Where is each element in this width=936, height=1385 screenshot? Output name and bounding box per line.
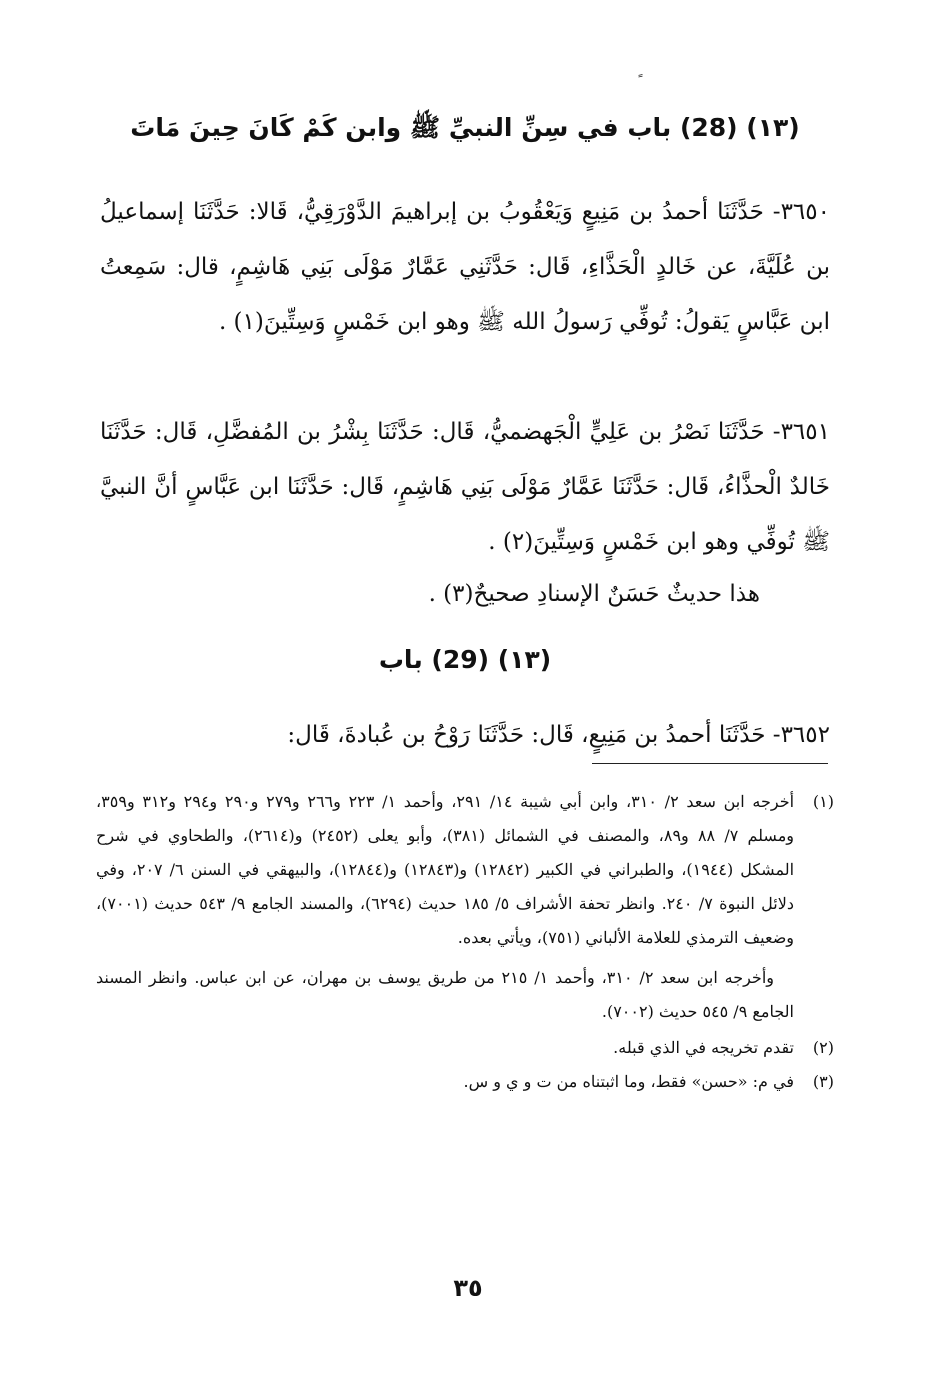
footnote-1-text: أخرجه ابن سعد ٢/ ٣١٠، وابن أبي شيبة ١٤/ ٢٩١، وأحمد ١/ ٢٢٣ و٢٦٦ و٢٧٩ و٢٩٠ و٢٩٤ و٣١٢ و٣٥٩، ومسلم ٧/ ٨٨ و٨٩، والمصنف في الشمائل (٣٨١)، وأبو يعلى (٢٤٥٢) و(٢٦١٤)، والطحاوي في شرح المشكل (١٩٤٤)، والطبراني في الكبير (١٢٨٤٢) و(١٢٨٤٣) و(١٢٨٤٤)، والبيهقي في السنن ٦/ ٢٠٧، وفي دلائل النبوة ٧/ ٢٤٠. وانظر تحفة الأشراف ٥/ ١٨٥ حديث (٦٢٩٤)، والمسند الجامع ٩/ ٥٤٣ حديث (٧٠٠١)، وضعيف الترمذي للعلامة الألباني (٧٥١)، ويأتي بعده. [96,792,795,947]
footnote-1-continuation: وأخرجه ابن سعد ٢/ ٣١٠، وأحمد ١/ ٢١٥ من طريق يوسف بن مهران، عن ابن عباس. وانظر المسند الجامع ٩/ ٥٤٥ حديث (٧٠٠٢). [96,968,794,1021]
footnote-2-text: تقدم تخريجه في الذي قبله. [613,1038,794,1057]
chapter-heading-29: (١٣) (29) باب [378,645,552,674]
footnote-2-number: (٢) [812,1038,834,1057]
page-number: ٣٥ [453,1274,483,1302]
footnote-separator [592,763,828,764]
hadith-grading: هذا حديثٌ حَسَنٌ الإسنادِ صحيحٌ(٣) . [428,581,760,607]
footnote-3-text: في م: «حسن» فقط، وما اثبتناه من ت و ي و س. [463,1072,794,1091]
footnotes [96,785,834,1099]
hadith-3650: ٣٦٥٠- حَدَّثَنَا أحمدُ بن مَنِيعٍ وَيَعْقُوبُ بن إبراهيمَ الدَّوْرَقِيُّ، قَالا: حَدَّثَنَا إسماعيلُ بن عُلَيَّةَ، عن خَالدٍ الْحَذَّاءِ، قَال: حَدَّثَنِي عَمَّارٌ مَوْلَى بَنِي هَاشِمٍ، قال: سَمِعتُ ابن عَبَّاسٍ يَقولُ: تُوفِّي رَسولُ الله ﷺ وهو ابن خَمْسٍ وَسِتِّينَ(١) . [100,199,830,335]
footnote-3 [96,1065,834,1099]
footnote-1 [96,785,834,955]
hadith-3651: ٣٦٥١- حَدَّثَنَا نَصْرُ بن عَلِيٍّ الْجَهضميُّ، قَال: حَدَّثَنَا بِشْرُ بن المُفضَّلِ، قَال: حَدَّثَنَا خَالدٌ الْحذَّاءُ، قَال: حَدَّثَنَا عَمَّارٌ مَوْلَى بَنِي هَاشِمٍ، قَال: حَدَّثَنَا ابن عَبَّاسٍ أنَّ النبيَّ ﷺ تُوفِّي وهو ابن خَمْسٍ وَسِتِّينَ(٢) . [100,419,830,555]
footnote-2 [96,1031,834,1065]
footnote-1-number: (١) [812,792,834,811]
chapter-heading-28: (١٣) (28) باب في سِنِّ النبيِّ ﷺ وابن كَمْ كَانَ حِينَ مَاتَ [130,113,800,142]
footnote-3-number: (٣) [812,1072,834,1091]
hadith-3652: ٣٦٥٢- حَدَّثَنَا أحمدُ بن مَنِيعٍ، قَال: حَدَّثَنَا رَوْحُ بن عُبادةَ، قَال: [287,722,830,748]
